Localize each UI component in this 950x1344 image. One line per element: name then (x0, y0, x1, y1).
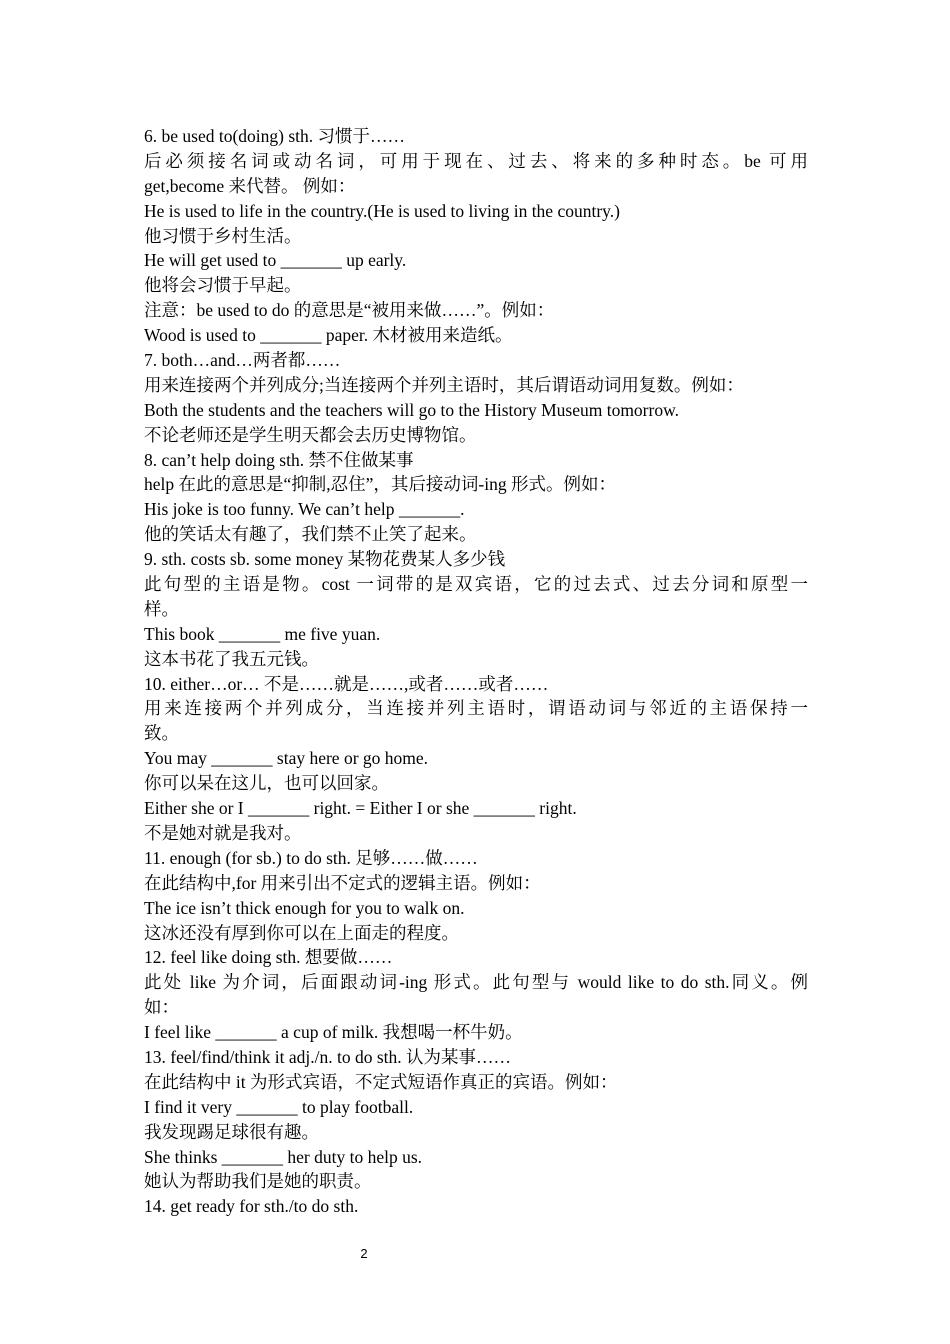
page-number: 2 (360, 1246, 368, 1261)
text-line: 后必须接名词或动名词，可用于现在、过去、将来的多种时态。be 可用 (144, 150, 808, 171)
heading-item-8: 8. can’t help doing sth. 禁不住做某事 (144, 449, 414, 470)
text-line: 在此结构中 it 为形式宾语，不定式短语作真正的宾语。例如： (144, 1071, 618, 1092)
text-line: 如： (144, 997, 179, 1018)
heading-item-7: 7. both…and…两者都…… (144, 350, 341, 371)
exercise-sentence: Either she or I _______ right. = Either I or she _______ right. (144, 798, 577, 819)
heading-item-6: 6. be used to(doing) sth. 习惯于…… (144, 126, 406, 146)
example-sentence: Both the students and the teachers will go to the History Museum tomorrow. (144, 399, 679, 420)
translation-line: 不是她对就是我对。 (144, 822, 302, 843)
translation-line: 他习惯于乡村生活。 (144, 225, 302, 246)
text-line: 样。 (144, 598, 179, 619)
exercise-sentence: She thinks _______ her duty to help us. (144, 1146, 423, 1167)
translation-line: 这本书花了我五元钱。 (144, 648, 319, 669)
text-line: 此处 like 为介词，后面跟动词-ing 形式。此句型与 would like to do sth.同义。例 (144, 972, 808, 993)
heading-item-10: 10. either…or… 不是……就是……,或者……或者…… (144, 673, 549, 694)
translation-line: 她认为帮助我们是她的职责。 (144, 1171, 372, 1192)
heading-item-14: 14. get ready for sth./to do sth. (144, 1196, 359, 1217)
text-line: 用来连接两个并列成分，当连接并列主语时，谓语动词与邻近的主语保持一 (144, 698, 808, 719)
translation-line: 不论老师还是学生明天都会去历史博物馆。 (144, 424, 477, 445)
exercise-sentence: This book _______ me five yuan. (144, 623, 381, 644)
example-sentence: He is used to life in the country.(He is used to living in the country.) (144, 200, 620, 221)
heading-item-11: 11. enough (for sb.) to do sth. 足够……做…… (144, 847, 478, 868)
text-line: get,become 来代替。 例如： (144, 175, 356, 196)
note-line: 注意：be used to do 的意思是“被用来做……”。例如： (144, 300, 555, 321)
exercise-sentence: He will get used to _______ up early. (144, 250, 407, 271)
exercise-sentence: I find it very _______ to play football. (144, 1096, 414, 1117)
translation-line: 你可以呆在这儿，也可以回家。 (144, 773, 389, 794)
exercise-sentence: His joke is too funny. We can’t help _______. (144, 499, 465, 520)
text-line: help 在此的意思是“抑制,忍住”，其后接动词-ing 形式。例如： (144, 474, 616, 495)
example-sentence: The ice isn’t thick enough for you to walk on. (144, 897, 465, 918)
text-line: 此句型的主语是物。cost 一词带的是双宾语，它的过去式、过去分词和原型一 (144, 574, 808, 595)
translation-line: 他将会习惯于早起。 (144, 275, 302, 296)
text-line: 用来连接两个并列成分;当连接两个并列主语时，其后谓语动词用复数。例如： (144, 374, 744, 395)
exercise-sentence: I feel like _______ a cup of milk. 我想喝一杯牛奶。 (144, 1022, 523, 1043)
document-body (144, 124, 808, 1219)
translation-line: 我发现踢足球很有趣。 (144, 1121, 319, 1142)
exercise-sentence: Wood is used to _______ paper. 木材被用来造纸。 (144, 325, 513, 346)
heading-item-12: 12. feel like doing sth. 想要做…… (144, 947, 393, 968)
heading-item-13: 13. feel/find/think it adj./n. to do sth. 认为某事…… (144, 1046, 511, 1067)
heading-item-9: 9. sth. costs sb. some money 某物花费某人多少钱 (144, 549, 506, 570)
exercise-sentence: You may _______ stay here or go home. (144, 748, 429, 769)
translation-line: 他的笑话太有趣了，我们禁不止笑了起来。 (144, 524, 477, 545)
text-line: 在此结构中,for 用来引出不定式的逻辑主语。例如： (144, 872, 541, 893)
translation-line: 这冰还没有厚到你可以在上面走的程度。 (144, 922, 459, 943)
text-line: 致。 (144, 723, 179, 744)
